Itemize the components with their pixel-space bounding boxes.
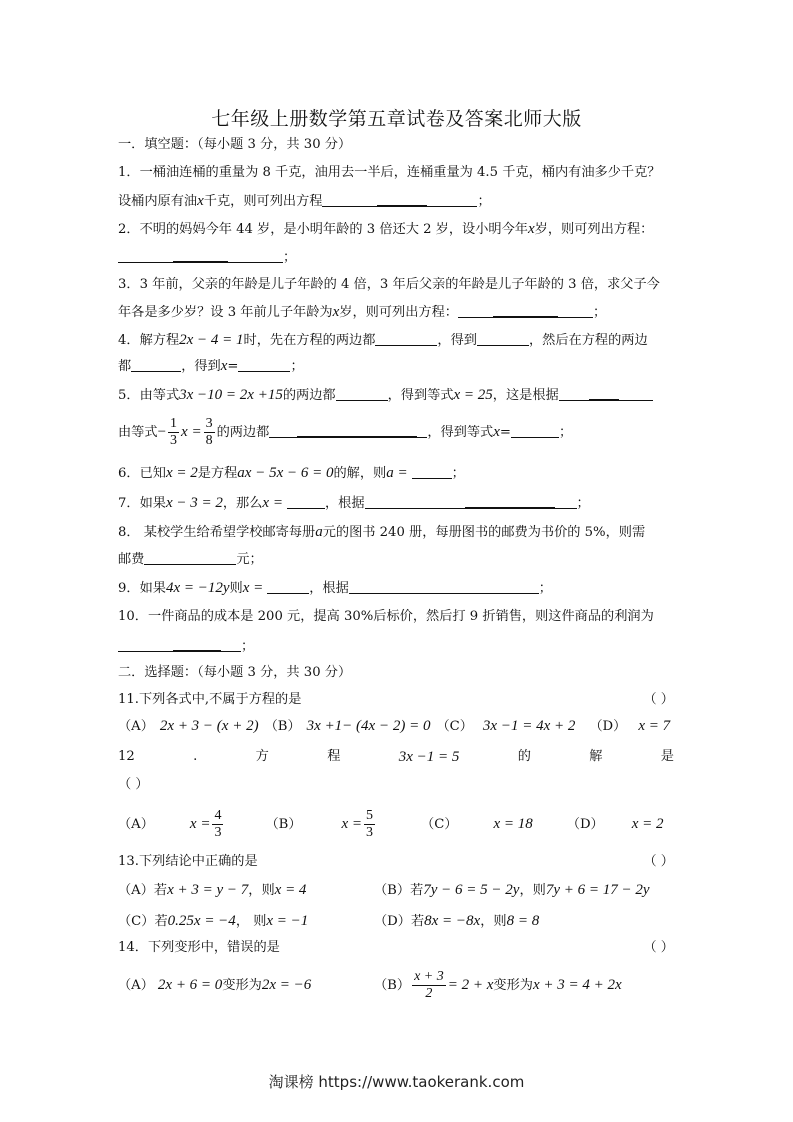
question-4-equals: = — [227, 359, 239, 374]
question-5-text: 5．由等式 — [118, 388, 180, 403]
answer-blank-5g[interactable] — [417, 423, 427, 438]
question-8-text-d: 元； — [236, 552, 263, 567]
answer-blank-7c[interactable] — [465, 493, 555, 509]
question-5-equals: = — [499, 425, 511, 440]
answer-blank-5a[interactable] — [336, 386, 388, 401]
answer-blank-5e[interactable] — [269, 423, 297, 438]
section-heading-multiple-choice: 二．选择题：（每小题 3 分，共 30 分） — [118, 665, 352, 680]
question-12-word-3: 的 — [517, 749, 531, 764]
option-a-equation-2: 2x = −6 — [261, 977, 312, 993]
option-a-label: （A） — [118, 817, 154, 832]
question-5-var: x — [493, 424, 500, 440]
question-14-options — [118, 966, 674, 1006]
answer-blank-9b[interactable] — [349, 579, 539, 594]
option-a-label: （A）若 — [118, 883, 168, 898]
question-4-line-1 — [118, 330, 674, 351]
answer-blank-3a[interactable] — [458, 303, 493, 318]
option-a-equation-2: x = 4 — [274, 882, 307, 898]
option-a-mid: 变形为 — [222, 978, 262, 993]
question-6-equation-3: a = — [386, 465, 408, 481]
question-6-equation-1: x = 2 — [165, 465, 198, 481]
question-8-line-2 — [118, 550, 674, 570]
question-9-equation-1: 4x = −12y — [165, 580, 230, 596]
answer-blank-3c[interactable] — [558, 303, 593, 318]
option-c-label: （C） — [421, 817, 458, 832]
question-2-end: ； — [283, 250, 297, 265]
question-12-number: 12 — [118, 749, 135, 764]
question-6-text: 6．已知 — [118, 466, 166, 481]
question-5-minus: − — [157, 424, 167, 440]
fraction-numerator: x + 3 — [414, 969, 444, 984]
question-1-line-2 — [118, 191, 674, 212]
option-b-label: （B）若 — [374, 883, 424, 898]
question-2-line-2 — [118, 247, 674, 268]
question-11-text: 11.下列各式中,不属于方程的是 — [118, 692, 302, 707]
question-5-text-f: 的两边都 — [216, 425, 270, 440]
option-c-label: （C） — [436, 719, 473, 734]
question-9-text-c: ，根据 — [309, 581, 349, 596]
question-6-line — [118, 463, 674, 484]
option-c-equation: x = 18 — [493, 816, 533, 832]
fraction-one-third — [168, 416, 179, 449]
question-1-line-1: 1．一桶油连桶的重量为 8 千克，油用去一半后，连桶重量为 4.5 千克，桶内有油多少千克？ — [118, 165, 661, 180]
question-4-equation: 2x − 4 = 1 — [179, 332, 244, 348]
question-5-mid: x = — [181, 424, 202, 440]
answer-paren-12[interactable]: （ ） — [118, 777, 149, 792]
question-2-text: 2．不明的妈妈今年 44 岁，是小明年龄的 3 倍还大 2 岁，设小明今年 — [118, 222, 528, 237]
question-5-end: ； — [558, 425, 573, 440]
question-4-text: 4．解方程 — [118, 333, 180, 348]
option-d-label: （D）若 — [374, 914, 425, 929]
answer-blank-8[interactable] — [144, 550, 236, 565]
question-6-text-c: 的解，则 — [333, 466, 387, 481]
fraction-numerator: 1 — [170, 416, 178, 431]
option-c-label: （C）若 — [118, 914, 168, 929]
option-c-equation: 3x −1 = 4x + 2 — [482, 718, 576, 734]
question-5-text-c: ，得到等式 — [387, 388, 454, 403]
fraction-five-thirds — [364, 808, 375, 841]
answer-paren-14[interactable]: （ ） — [643, 940, 674, 955]
option-a-label: （A） — [118, 978, 154, 993]
question-5-line-1 — [118, 385, 674, 406]
question-4-var: x — [220, 358, 228, 374]
question-11-stem — [118, 690, 674, 710]
question-13-text: 13.下列结论中正确的是 — [118, 854, 258, 869]
fraction-numerator: 4 — [214, 808, 222, 823]
question-14-stem — [118, 938, 674, 958]
question-7-text-c: ，根据 — [324, 496, 365, 511]
question-12-paren-line — [118, 775, 674, 795]
question-9-text-b: 则 — [229, 581, 243, 596]
question-6-end: ； — [451, 466, 465, 481]
question-8-text-b: 元的图书 240 册，每册图书的邮费为书价的 5%，则需 — [322, 525, 646, 540]
fraction-numerator: 5 — [366, 808, 374, 823]
option-b-equation-2: x + 3 = 4 + 2x — [532, 977, 622, 993]
option-b-equation-1: = 2 + x — [447, 977, 494, 993]
answer-blank-5c[interactable] — [589, 385, 619, 401]
answer-blank-1c[interactable] — [427, 192, 477, 207]
question-12-word-1: 方 — [255, 749, 269, 764]
question-4-text-c: ，得到 — [437, 333, 477, 348]
question-1-text: 设桶内原有油 — [118, 194, 198, 209]
option-c-equation-1: 0.25x = −4 — [167, 913, 236, 929]
question-2-line-1 — [118, 219, 674, 240]
question-2-text-b: 岁，则可列出方程： — [534, 222, 654, 237]
question-5-line-2 — [118, 414, 674, 452]
question-1-var: x — [197, 193, 204, 209]
section-heading-fill-blank: 一．填空题：（每小题 3 分，共 30 分） — [118, 137, 352, 152]
option-d-equation-1: 8x = −8x — [424, 913, 481, 929]
option-a-prefix: x = — [189, 816, 211, 832]
question-3-text: 年各是多少岁？设 3 年前儿子年龄为 — [118, 305, 333, 320]
option-b-equation: 3x +1− (4x − 2) = 0 — [306, 718, 431, 734]
question-9-line — [118, 578, 674, 599]
question-13-stem — [118, 852, 674, 872]
page-title: 七年级上册数学第五章试卷及答案北师大版 — [211, 108, 582, 130]
question-9-end: ； — [538, 581, 552, 596]
question-7-text: 7．如果 — [118, 496, 166, 511]
question-12-word-2: 程 — [327, 749, 341, 764]
question-4-end: ； — [290, 359, 304, 374]
question-8-line-1 — [118, 522, 674, 543]
option-b-prefix: x = — [341, 816, 363, 832]
question-12-word-4: 解 — [589, 749, 603, 764]
question-5-equation: 3x −10 = 2x +15 — [179, 387, 283, 403]
question-7-equation-1: x − 3 = 2 — [165, 495, 223, 511]
option-b-label: （B） — [374, 978, 411, 993]
option-d-label: （D） — [589, 719, 627, 734]
question-1-text-b: 千克，则可列出方程 — [203, 194, 323, 209]
question-11-options — [118, 716, 674, 737]
question-4-text-f: ，得到 — [181, 359, 221, 374]
question-3-end: ； — [592, 305, 607, 320]
option-b-mid: 变形为 — [493, 978, 533, 993]
option-a-equation-1: 2x + 6 = 0 — [157, 977, 223, 993]
question-3-var: x — [332, 304, 340, 320]
answer-blank-2a[interactable] — [118, 248, 173, 263]
fraction-denominator: 3 — [214, 825, 222, 840]
answer-blank-4a[interactable] — [375, 331, 437, 346]
answer-blank-7d[interactable] — [555, 494, 577, 509]
option-a-equation-1: x + 3 = y − 7 — [167, 882, 249, 898]
question-2-var: x — [527, 221, 535, 237]
question-12-options — [118, 806, 674, 844]
question-12-dot: . — [193, 749, 198, 764]
answer-blank-4d[interactable] — [238, 357, 290, 372]
question-10-line-1: 10．一件商品的成本是 200 元，提高 30%后标价，然后打 9 折销售，则这件商品的利润为 — [118, 609, 654, 624]
option-a-mid: ，则 — [248, 883, 275, 898]
answer-blank-5b[interactable] — [559, 386, 589, 401]
option-b-equation-2: 7y + 6 = 17 − 2y — [545, 882, 650, 898]
question-10-line-2 — [118, 636, 674, 657]
question-3-text-b: 岁，则可列出方程： — [339, 305, 458, 320]
question-4-text-e: 都 — [118, 359, 132, 374]
question-8-var: a — [315, 524, 323, 540]
question-3-line-1: 3．3 年前，父亲的年龄是儿子年龄的 4 倍，3 年后父亲的年龄是儿子年龄的 3 倍，求父子今 — [118, 277, 660, 292]
question-12-word-5: 是 — [660, 749, 674, 764]
answer-blank-3b[interactable] — [493, 302, 558, 318]
answer-paren-11[interactable]: （ ） — [643, 692, 674, 707]
question-8-text-c: 邮费 — [118, 552, 145, 567]
option-b-mid: ，则 — [519, 883, 546, 898]
answer-blank-4c[interactable] — [131, 357, 181, 372]
question-7-end: ； — [576, 496, 590, 511]
option-a-label: （A） — [118, 719, 154, 734]
answer-blank-1b[interactable] — [377, 191, 427, 207]
question-7-line — [118, 493, 674, 514]
option-d-equation: x = 7 — [638, 718, 671, 734]
option-b-equation-1: 7y − 6 = 5 − 2y — [423, 882, 520, 898]
fraction-denominator: 8 — [205, 433, 213, 448]
option-d-equation-2: 8 = 8 — [506, 913, 540, 929]
answer-blank-5d[interactable] — [619, 386, 653, 401]
option-d-equation: x = 2 — [631, 816, 664, 832]
answer-blank-10a[interactable] — [118, 637, 173, 652]
question-14-text: 14．下列变形中，错误的是 — [118, 940, 280, 955]
question-5-text-b: 的两边都 — [282, 388, 336, 403]
question-9-text: 9．如果 — [118, 581, 166, 596]
answer-blank-6[interactable] — [412, 464, 452, 479]
answer-blank-4b[interactable] — [477, 331, 529, 346]
question-4-text-b: 时，先在方程的两边都 — [243, 333, 376, 348]
fraction-denominator: 3 — [366, 825, 374, 840]
answer-blank-1a[interactable] — [322, 192, 377, 207]
option-d-label: （D） — [566, 817, 604, 832]
question-12-stem — [118, 747, 674, 767]
fraction-numerator: 3 — [205, 416, 213, 431]
fraction-three-eighths — [204, 416, 215, 449]
option-d-mid: ，则 — [480, 914, 507, 929]
fraction-x-plus-3-over-2 — [412, 969, 446, 1002]
question-7-text-b: ，那么 — [222, 496, 263, 511]
question-3-line-2 — [118, 302, 674, 323]
question-5-text-e: 由等式 — [118, 425, 158, 440]
answer-blank-5f[interactable] — [297, 422, 417, 438]
question-5-text-g: ，得到等式 — [427, 425, 494, 440]
option-c-mid: ， 则 — [235, 914, 267, 929]
question-4-line-2 — [118, 356, 674, 377]
answer-blank-2b[interactable] — [173, 247, 228, 263]
question-6-equation-2: ax − 5x − 6 = 0 — [237, 465, 334, 481]
question-9-equation-2: x = — [242, 580, 264, 596]
answer-paren-13[interactable]: （ ） — [643, 854, 674, 869]
answer-blank-5h[interactable] — [511, 423, 559, 438]
answer-blank-2c[interactable] — [228, 248, 283, 263]
answer-blank-9a[interactable] — [267, 579, 309, 594]
answer-blank-7b[interactable] — [365, 494, 465, 509]
fraction-denominator: 2 — [425, 986, 433, 1001]
option-a-equation: 2x + 3 − (x + 2) — [159, 718, 259, 734]
question-5-text-d: ，这是根据 — [492, 388, 559, 403]
question-5-equation-2: x = 25 — [453, 387, 493, 403]
question-6-text-b: 是方程 — [197, 466, 238, 481]
fraction-denominator: 3 — [170, 433, 178, 448]
question-12-equation: 3x −1 = 5 — [398, 749, 460, 765]
answer-blank-10c[interactable] — [221, 637, 241, 652]
question-8-text: 8． 某校学生给希望学校邮寄每册 — [118, 525, 316, 540]
question-7-equation-2: x = — [262, 495, 283, 511]
question-1-end: ； — [477, 194, 491, 209]
option-c-equation-2: x = −1 — [266, 913, 309, 929]
option-b-label: （B） — [264, 719, 301, 734]
fraction-four-thirds — [212, 808, 223, 841]
footer-watermark[interactable]: 淘课榜 https://www.taokerank.com — [268, 1073, 525, 1091]
answer-blank-10b[interactable] — [173, 636, 221, 652]
question-4-text-d: ，然后在方程的两边 — [528, 333, 648, 348]
option-b-label: （B） — [265, 817, 302, 832]
answer-blank-7a[interactable] — [287, 494, 325, 509]
question-10-end: ； — [241, 639, 255, 654]
